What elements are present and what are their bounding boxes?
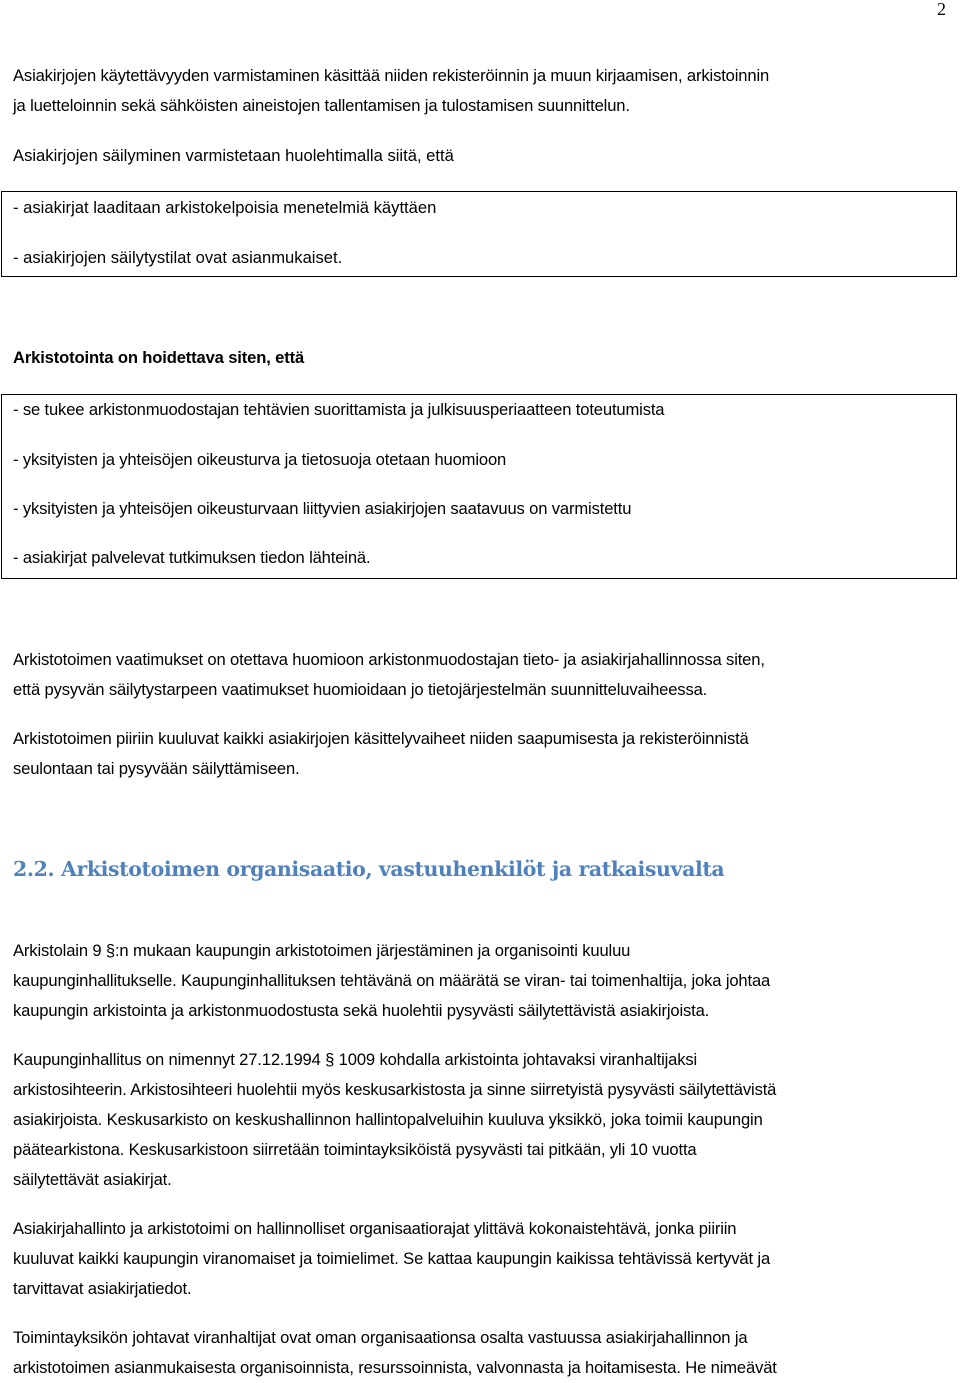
section-heading: 2.2. Arkistotoimen organisaatio, vastuuhenkilöt ja ratkaisuvalta	[13, 857, 725, 881]
section-paragraph-4	[13, 1323, 777, 1383]
preservation-item: - asiakirjojen säilytystilat ovat asianmukaiset.	[13, 248, 343, 267]
section-line: arkistosihteerin. Arkistosihteeri huolehtii myös keskusarkistosta ja sinne siirretyistä pysyvästi säilytettävistä	[13, 1080, 777, 1099]
section-line: Kaupunginhallitus on nimennyt 27.12.1994 § 1009 kohdalla arkistointa johtavaksi viranhaltijaksi	[13, 1050, 698, 1069]
archiving-item: - asiakirjat palvelevat tutkimuksen tiedon lähteinä.	[13, 548, 371, 567]
page-number: 2	[937, 0, 946, 19]
section-paragraph-3	[13, 1214, 770, 1304]
section-line: arkistotoimen asianmukaisesta organisoinnista, resurssoinnista, valvonnasta ja hoitamisesta. He nimeävät	[13, 1358, 777, 1377]
archiving-item: - se tukee arkistonmuodostajan tehtävien suorittamista ja julkisuusperiaatteen toteutumista	[13, 400, 665, 419]
archiving-item: - yksityisten ja yhteisöjen oikeusturva ja tietosuoja otetaan huomioon	[13, 450, 507, 469]
section-line: kuuluvat kaikki kaupungin viranomaiset ja toimielimet. Se kattaa kaupungin kaikissa tehtävissä kertyvät ja	[13, 1249, 771, 1268]
scope-line: seulontaan tai pysyvään säilyttämiseen.	[13, 759, 300, 778]
preservation-item: - asiakirjat laaditaan arkistokelpoisia menetelmiä käyttäen	[13, 198, 437, 217]
section-line: kaupunginhallitukselle. Kaupunginhallituksen tehtävänä on määrätä se viran- tai toimenhaltija, joka johtaa	[13, 971, 771, 990]
archiving-title: Arkistotointa on hoidettava siten, että	[13, 348, 305, 367]
section-paragraph-1	[13, 936, 770, 1026]
requirements-line: että pysyvän säilytystarpeen vaatimukset huomioidaan jo tietojärjestelmän suunnitteluvaiheessa.	[13, 680, 708, 699]
archiving-item: - yksityisten ja yhteisöjen oikeusturvaan liittyvien asiakirjojen saatavuus on varmistettu	[13, 499, 632, 518]
section-paragraph-2	[13, 1045, 776, 1195]
section-line: asiakirjoista. Keskusarkisto on keskushallinnon hallintopalveluihin kuuluva yksikkö, joka toimii kaupungin	[13, 1110, 763, 1129]
intro-line: ja luetteloinnin sekä sähköisten aineistojen tallentamisen ja tulostamisen suunnittelun.	[13, 96, 630, 115]
preservation-intro: Asiakirjojen säilyminen varmistetaan huolehtimalla siitä, että	[13, 146, 454, 165]
intro-line: Asiakirjojen käytettävyyden varmistaminen käsittää niiden rekisteröinnin ja muun kirjaamisen, arkistoinnin	[13, 66, 770, 85]
section-line: säilytettävät asiakirjat.	[13, 1170, 172, 1189]
scope-line: Arkistotoimen piiriin kuuluvat kaikki asiakirjojen käsittelyvaiheet niiden saapumisesta ja rekisteröinnistä	[13, 729, 749, 748]
requirements-paragraph	[13, 645, 765, 705]
section-line: kaupungin arkistointa ja arkistonmuodostusta sekä huolehtii pysyvästi säilytettävistä asiakirjoista.	[13, 1001, 710, 1020]
requirements-line: Arkistotoimen vaatimukset on otettava huomioon arkistonmuodostajan tieto- ja asiakirjahallinnossa siten,	[13, 650, 765, 669]
section-line: Toimintayksikön johtavat viranhaltijat ovat oman organisaationsa osalta vastuussa asiakirjahallinnon ja	[13, 1328, 748, 1347]
section-line: Asiakirjahallinto ja arkistotoimi on hallinnolliset organisaatiorajat ylittävä kokonaistehtävä, jonka piiriin	[13, 1219, 737, 1238]
intro-paragraph	[13, 61, 769, 121]
section-line: päätearkistona. Keskusarkistoon siirretään toimintayksiköistä pysyvästi tai pitkään, yli 10 vuotta	[13, 1140, 697, 1159]
section-line: tarvittavat asiakirjatiedot.	[13, 1279, 192, 1298]
section-line: Arkistolain 9 §:n mukaan kaupungin arkistotoimen järjestäminen ja organisointi kuuluu	[13, 941, 631, 960]
scope-paragraph	[13, 724, 749, 784]
